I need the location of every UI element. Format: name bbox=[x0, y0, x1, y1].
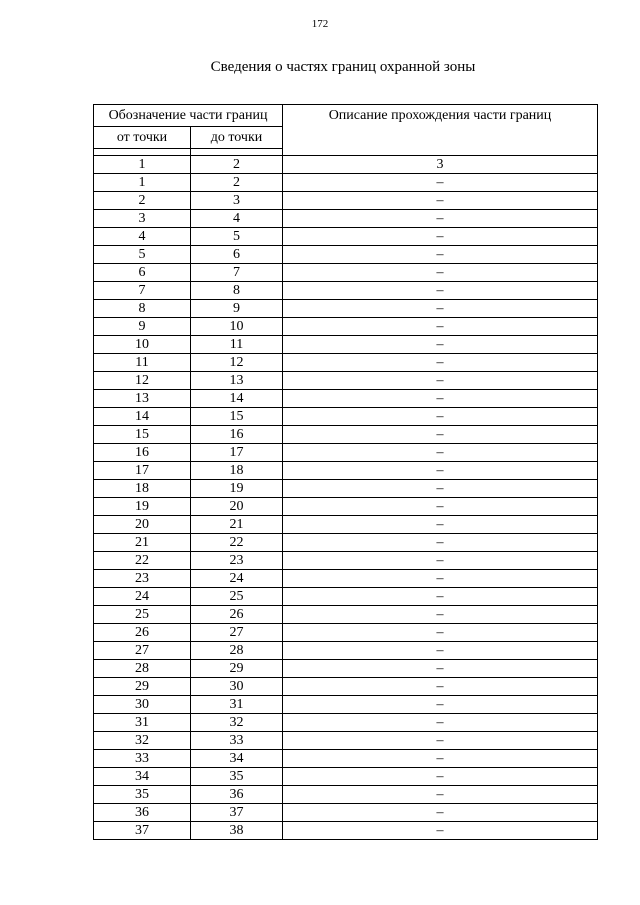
to-point-cell: 29 bbox=[191, 660, 283, 678]
header-from-point: от точки bbox=[94, 127, 191, 149]
table-row bbox=[94, 246, 598, 264]
table-row bbox=[94, 606, 598, 624]
to-point-cell: 22 bbox=[191, 534, 283, 552]
from-point-cell: 35 bbox=[94, 786, 191, 804]
table-row bbox=[94, 300, 598, 318]
to-point-cell: 6 bbox=[191, 246, 283, 264]
from-point-cell: 17 bbox=[94, 462, 191, 480]
table-row bbox=[94, 210, 598, 228]
description-cell: – bbox=[283, 606, 598, 624]
to-point-cell: 36 bbox=[191, 786, 283, 804]
page-number: 172 bbox=[311, 18, 329, 30]
from-point-cell: 8 bbox=[94, 300, 191, 318]
table-row bbox=[94, 822, 598, 840]
description-cell: – bbox=[283, 336, 598, 354]
description-cell: – bbox=[283, 264, 598, 282]
to-point-cell: 35 bbox=[191, 768, 283, 786]
column-number-row bbox=[94, 156, 598, 174]
from-point-cell: 27 bbox=[94, 642, 191, 660]
to-point-cell: 32 bbox=[191, 714, 283, 732]
table-row bbox=[94, 462, 598, 480]
description-cell: – bbox=[283, 660, 598, 678]
to-point-cell: 9 bbox=[191, 300, 283, 318]
description-cell: – bbox=[283, 444, 598, 462]
from-point-cell: 6 bbox=[94, 264, 191, 282]
description-cell: – bbox=[283, 642, 598, 660]
description-cell: – bbox=[283, 390, 598, 408]
table-row bbox=[94, 714, 598, 732]
from-point-cell: 12 bbox=[94, 372, 191, 390]
to-point-cell: 38 bbox=[191, 822, 283, 840]
header-boundary-designation: Обозначение части границ bbox=[94, 105, 283, 127]
table-row bbox=[94, 768, 598, 786]
description-cell: – bbox=[283, 480, 598, 498]
table-row bbox=[94, 570, 598, 588]
table-row bbox=[94, 408, 598, 426]
table-row bbox=[94, 390, 598, 408]
to-point-cell: 7 bbox=[191, 264, 283, 282]
column-number-cell: 1 bbox=[94, 156, 191, 174]
description-cell: – bbox=[283, 318, 598, 336]
table-row bbox=[94, 318, 598, 336]
table-row bbox=[94, 354, 598, 372]
to-point-cell: 4 bbox=[191, 210, 283, 228]
column-number-cell: 3 bbox=[283, 156, 598, 174]
to-point-cell: 20 bbox=[191, 498, 283, 516]
description-cell: – bbox=[283, 228, 598, 246]
from-point-cell: 30 bbox=[94, 696, 191, 714]
from-point-cell: 14 bbox=[94, 408, 191, 426]
description-cell: – bbox=[283, 624, 598, 642]
to-point-cell: 27 bbox=[191, 624, 283, 642]
description-cell: – bbox=[283, 192, 598, 210]
from-point-cell: 36 bbox=[94, 804, 191, 822]
from-point-cell: 33 bbox=[94, 750, 191, 768]
table-row bbox=[94, 174, 598, 192]
table-body bbox=[94, 156, 598, 840]
description-cell: – bbox=[283, 696, 598, 714]
from-point-cell: 23 bbox=[94, 570, 191, 588]
table-row bbox=[94, 786, 598, 804]
from-point-cell: 4 bbox=[94, 228, 191, 246]
description-cell: – bbox=[283, 174, 598, 192]
to-point-cell: 31 bbox=[191, 696, 283, 714]
from-point-cell: 2 bbox=[94, 192, 191, 210]
table-row bbox=[94, 642, 598, 660]
table-row bbox=[94, 804, 598, 822]
description-cell: – bbox=[283, 246, 598, 264]
to-point-cell: 28 bbox=[191, 642, 283, 660]
header-spacer-cell bbox=[191, 149, 283, 156]
description-cell: – bbox=[283, 786, 598, 804]
to-point-cell: 24 bbox=[191, 570, 283, 588]
to-point-cell: 12 bbox=[191, 354, 283, 372]
description-cell: – bbox=[283, 210, 598, 228]
table-row bbox=[94, 372, 598, 390]
description-cell: – bbox=[283, 372, 598, 390]
table-row bbox=[94, 426, 598, 444]
to-point-cell: 13 bbox=[191, 372, 283, 390]
description-cell: – bbox=[283, 354, 598, 372]
table-header-row bbox=[94, 105, 598, 127]
table-row bbox=[94, 498, 598, 516]
from-point-cell: 21 bbox=[94, 534, 191, 552]
from-point-cell: 29 bbox=[94, 678, 191, 696]
table-row bbox=[94, 336, 598, 354]
description-cell: – bbox=[283, 714, 598, 732]
description-cell: – bbox=[283, 534, 598, 552]
table-row bbox=[94, 588, 598, 606]
to-point-cell: 37 bbox=[191, 804, 283, 822]
to-point-cell: 11 bbox=[191, 336, 283, 354]
table-row bbox=[94, 696, 598, 714]
description-cell: – bbox=[283, 498, 598, 516]
table-row bbox=[94, 624, 598, 642]
table-row bbox=[94, 282, 598, 300]
from-point-cell: 9 bbox=[94, 318, 191, 336]
page-title: Сведения о частях границ охранной зоны bbox=[210, 59, 476, 75]
from-point-cell: 37 bbox=[94, 822, 191, 840]
from-point-cell: 10 bbox=[94, 336, 191, 354]
to-point-cell: 15 bbox=[191, 408, 283, 426]
to-point-cell: 26 bbox=[191, 606, 283, 624]
from-point-cell: 11 bbox=[94, 354, 191, 372]
table-row bbox=[94, 678, 598, 696]
to-point-cell: 34 bbox=[191, 750, 283, 768]
from-point-cell: 32 bbox=[94, 732, 191, 750]
description-cell: – bbox=[283, 822, 598, 840]
from-point-cell: 28 bbox=[94, 660, 191, 678]
table-row bbox=[94, 732, 598, 750]
table-row bbox=[94, 516, 598, 534]
description-cell: – bbox=[283, 552, 598, 570]
table-row bbox=[94, 534, 598, 552]
from-point-cell: 15 bbox=[94, 426, 191, 444]
description-cell: – bbox=[283, 732, 598, 750]
to-point-cell: 5 bbox=[191, 228, 283, 246]
to-point-cell: 14 bbox=[191, 390, 283, 408]
description-cell: – bbox=[283, 408, 598, 426]
to-point-cell: 10 bbox=[191, 318, 283, 336]
to-point-cell: 2 bbox=[191, 174, 283, 192]
to-point-cell: 3 bbox=[191, 192, 283, 210]
to-point-cell: 19 bbox=[191, 480, 283, 498]
from-point-cell: 31 bbox=[94, 714, 191, 732]
from-point-cell: 24 bbox=[94, 588, 191, 606]
table-row bbox=[94, 228, 598, 246]
description-cell: – bbox=[283, 768, 598, 786]
to-point-cell: 21 bbox=[191, 516, 283, 534]
table-row bbox=[94, 660, 598, 678]
description-cell: – bbox=[283, 678, 598, 696]
to-point-cell: 33 bbox=[191, 732, 283, 750]
to-point-cell: 17 bbox=[191, 444, 283, 462]
description-cell: – bbox=[283, 462, 598, 480]
to-point-cell: 23 bbox=[191, 552, 283, 570]
to-point-cell: 8 bbox=[191, 282, 283, 300]
from-point-cell: 25 bbox=[94, 606, 191, 624]
column-number-cell: 2 bbox=[191, 156, 283, 174]
table-row bbox=[94, 750, 598, 768]
from-point-cell: 34 bbox=[94, 768, 191, 786]
table-row bbox=[94, 264, 598, 282]
table-row bbox=[94, 480, 598, 498]
from-point-cell: 22 bbox=[94, 552, 191, 570]
table-row bbox=[94, 444, 598, 462]
from-point-cell: 18 bbox=[94, 480, 191, 498]
description-cell: – bbox=[283, 426, 598, 444]
from-point-cell: 20 bbox=[94, 516, 191, 534]
to-point-cell: 18 bbox=[191, 462, 283, 480]
description-cell: – bbox=[283, 588, 598, 606]
to-point-cell: 30 bbox=[191, 678, 283, 696]
header-spacer-cell bbox=[94, 149, 191, 156]
from-point-cell: 1 bbox=[94, 174, 191, 192]
from-point-cell: 3 bbox=[94, 210, 191, 228]
boundary-table bbox=[93, 104, 598, 840]
description-cell: – bbox=[283, 282, 598, 300]
table-row bbox=[94, 192, 598, 210]
description-cell: – bbox=[283, 570, 598, 588]
from-point-cell: 26 bbox=[94, 624, 191, 642]
description-cell: – bbox=[283, 300, 598, 318]
from-point-cell: 16 bbox=[94, 444, 191, 462]
to-point-cell: 25 bbox=[191, 588, 283, 606]
header-to-point: до точки bbox=[191, 127, 283, 149]
table-row bbox=[94, 552, 598, 570]
description-cell: – bbox=[283, 516, 598, 534]
from-point-cell: 5 bbox=[94, 246, 191, 264]
to-point-cell: 16 bbox=[191, 426, 283, 444]
description-cell: – bbox=[283, 804, 598, 822]
description-cell: – bbox=[283, 750, 598, 768]
from-point-cell: 13 bbox=[94, 390, 191, 408]
header-boundary-description: Описание прохождения части границ bbox=[283, 105, 598, 156]
from-point-cell: 7 bbox=[94, 282, 191, 300]
from-point-cell: 19 bbox=[94, 498, 191, 516]
